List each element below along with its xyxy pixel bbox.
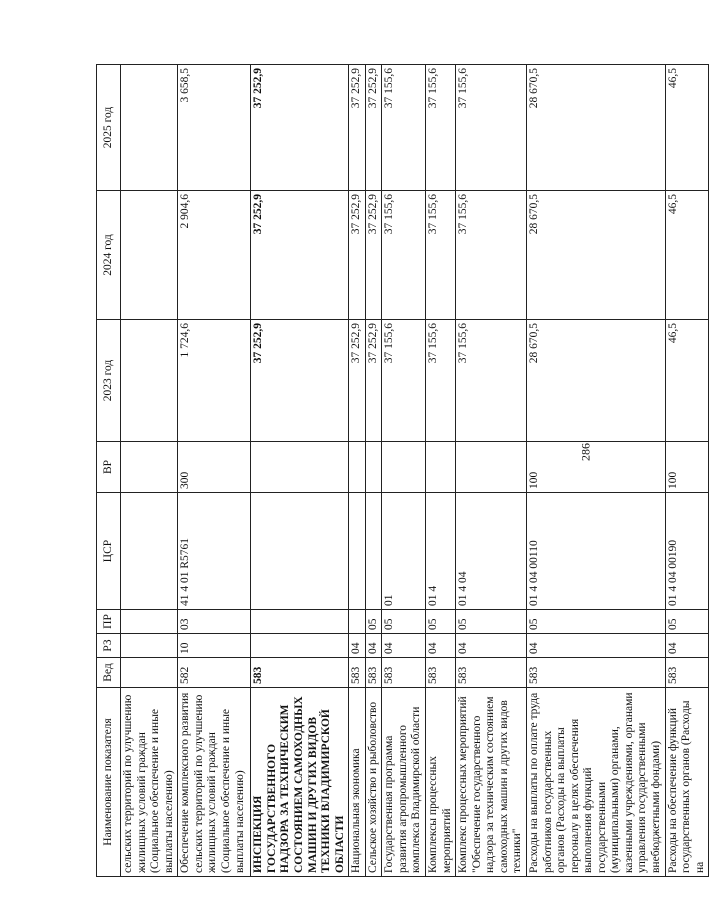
- y2024-cell: 37 252,9: [251, 191, 349, 320]
- name-cell: Обеспечение комплексного развития сельских территорий по улучшению жилищных условий граждан (Социальное обеспечение и иные выплаты населению): [178, 688, 251, 877]
- header-cell: 2024 год: [97, 191, 121, 320]
- rz-cell: 04: [382, 634, 426, 658]
- ved-cell: 583: [251, 658, 349, 688]
- table-row: [365, 65, 382, 877]
- y2024-cell: 37 252,9: [365, 191, 382, 320]
- y2024-cell: 37 155,6: [382, 191, 426, 320]
- rotated-table-container: [96, 65, 706, 877]
- y2023-cell: 37 155,6: [456, 320, 527, 442]
- ved-cell: 583: [456, 658, 527, 688]
- y2024-cell: 37 155,6: [426, 191, 456, 320]
- table-row: [349, 65, 366, 877]
- rz-cell: 04: [526, 634, 665, 658]
- name-cell: Сельское хозяйство и рыболовство: [365, 688, 382, 877]
- header-cell: РЗ: [97, 634, 121, 658]
- csr-cell: [121, 493, 178, 610]
- y2025-cell: 37 252,9: [349, 65, 366, 191]
- table-row: [665, 65, 709, 877]
- vr-cell: [365, 442, 382, 493]
- pr-cell: 05: [456, 610, 527, 634]
- y2025-cell: [121, 65, 178, 191]
- name-cell: Расходы на обеспечение функций государственных органов (Расходы на: [665, 688, 709, 877]
- pr-cell: [251, 610, 349, 634]
- vr-cell: [251, 442, 349, 493]
- ved-cell: 583: [382, 658, 426, 688]
- y2025-cell: 37 252,9: [251, 65, 349, 191]
- table-row: [456, 65, 527, 877]
- y2024-cell: [121, 191, 178, 320]
- vr-cell: [349, 442, 366, 493]
- y2025-cell: 37 252,9: [365, 65, 382, 191]
- table-row: [251, 65, 349, 877]
- y2024-cell: 2 904,6: [178, 191, 251, 320]
- table-row: [526, 65, 665, 877]
- y2024-cell: 37 155,6: [456, 191, 527, 320]
- y2025-cell: 37 155,6: [456, 65, 527, 191]
- y2023-cell: 37 155,6: [382, 320, 426, 442]
- pr-cell: [121, 610, 178, 634]
- pr-cell: 05: [365, 610, 382, 634]
- rz-cell: 04: [349, 634, 366, 658]
- pr-cell: 05: [426, 610, 456, 634]
- rz-cell: [251, 634, 349, 658]
- ved-cell: [121, 658, 178, 688]
- vr-cell: 300: [178, 442, 251, 493]
- y2024-cell: 37 252,9: [349, 191, 366, 320]
- y2023-cell: 1 724,6: [178, 320, 251, 442]
- csr-cell: 01: [382, 493, 426, 610]
- table-row: [178, 65, 251, 877]
- budget-table: [96, 64, 709, 877]
- rz-cell: 04: [456, 634, 527, 658]
- y2025-cell: 3 658,5: [178, 65, 251, 191]
- pr-cell: 05: [382, 610, 426, 634]
- name-cell: Расходы на выплаты по оплате труда работников государственных органов (Расходы на выплаты персоналу в целях обеспечения выполнения функций государственными (муниципальными) органами, казенными учреждениями, органами управления государственными внебюджетными фондами): [526, 688, 665, 877]
- rz-cell: 04: [365, 634, 382, 658]
- ved-cell: 583: [365, 658, 382, 688]
- y2023-cell: 28 670,5: [526, 320, 665, 442]
- y2023-cell: [121, 320, 178, 442]
- header-cell: 2025 год: [97, 65, 121, 191]
- table-row: [426, 65, 456, 877]
- y2024-cell: 28 670,5: [526, 191, 665, 320]
- name-cell: Комплекс процессных мероприятий "Обеспечение государственного надзора за техническим состоянием самоходных машин и других видов техники": [456, 688, 527, 877]
- y2025-cell: 37 155,6: [426, 65, 456, 191]
- table-row: [382, 65, 426, 877]
- pr-cell: 05: [526, 610, 665, 634]
- y2025-cell: 46,5: [665, 65, 709, 191]
- header-cell: Вед: [97, 658, 121, 688]
- table-row: [121, 65, 178, 877]
- y2023-cell: 37 252,9: [251, 320, 349, 442]
- vr-cell: [426, 442, 456, 493]
- csr-cell: 01 4 04: [456, 493, 527, 610]
- ved-cell: 583: [526, 658, 665, 688]
- csr-cell: 41 4 01 R5761: [178, 493, 251, 610]
- header-cell: ПР: [97, 610, 121, 634]
- vr-cell: [382, 442, 426, 493]
- csr-cell: [349, 493, 366, 610]
- header-cell: 2023 год: [97, 320, 121, 442]
- csr-cell: 01 4 04 00190: [665, 493, 709, 610]
- vr-cell: [456, 442, 527, 493]
- name-cell: Комплексы процессных мероприятий: [426, 688, 456, 877]
- header-cell: Наименование показателя: [97, 688, 121, 877]
- pr-cell: 05: [665, 610, 709, 634]
- name-cell: Государственная программа развития агропромышленного комплекса Владимирской области: [382, 688, 426, 877]
- y2025-cell: 28 670,5: [526, 65, 665, 191]
- vr-cell: [121, 442, 178, 493]
- csr-cell: [251, 493, 349, 610]
- vr-cell: 100: [665, 442, 709, 493]
- vr-cell: 100: [526, 442, 665, 493]
- rz-cell: 04: [426, 634, 456, 658]
- header-row: [97, 65, 121, 877]
- csr-cell: [365, 493, 382, 610]
- rz-cell: [121, 634, 178, 658]
- name-cell: ИНСПЕКЦИЯ ГОСУДАРСТВЕННОГО НАДЗОРА ЗА ТЕХНИЧЕСКИМ СОСТОЯНИЕМ САМОХОДНЫХ МАШИН И ДРУГИХ ВИДОВ ТЕХНИКИ ВЛАДИМИРСКОЙ ОБЛАСТИ: [251, 688, 349, 877]
- y2023-cell: 37 252,9: [349, 320, 366, 442]
- y2023-cell: 37 252,9: [365, 320, 382, 442]
- pr-cell: [349, 610, 366, 634]
- y2024-cell: 46,5: [665, 191, 709, 320]
- rz-cell: 10: [178, 634, 251, 658]
- name-cell: сельских территорий по улучшению жилищных условий граждан (Социальное обеспечение и иные выплаты населению): [121, 688, 178, 877]
- ved-cell: 583: [426, 658, 456, 688]
- csr-cell: 01 4 04 00110: [526, 493, 665, 610]
- y2025-cell: 37 155,6: [382, 65, 426, 191]
- ved-cell: 582: [178, 658, 251, 688]
- ved-cell: 583: [665, 658, 709, 688]
- header-cell: ВР: [97, 442, 121, 493]
- y2023-cell: 46,5: [665, 320, 709, 442]
- ved-cell: 583: [349, 658, 366, 688]
- csr-cell: 01 4: [426, 493, 456, 610]
- header-cell: ЦСР: [97, 493, 121, 610]
- pr-cell: 03: [178, 610, 251, 634]
- page-number: 286: [578, 443, 593, 461]
- name-cell: Национальная экономика: [349, 688, 366, 877]
- rz-cell: 04: [665, 634, 709, 658]
- y2023-cell: 37 155,6: [426, 320, 456, 442]
